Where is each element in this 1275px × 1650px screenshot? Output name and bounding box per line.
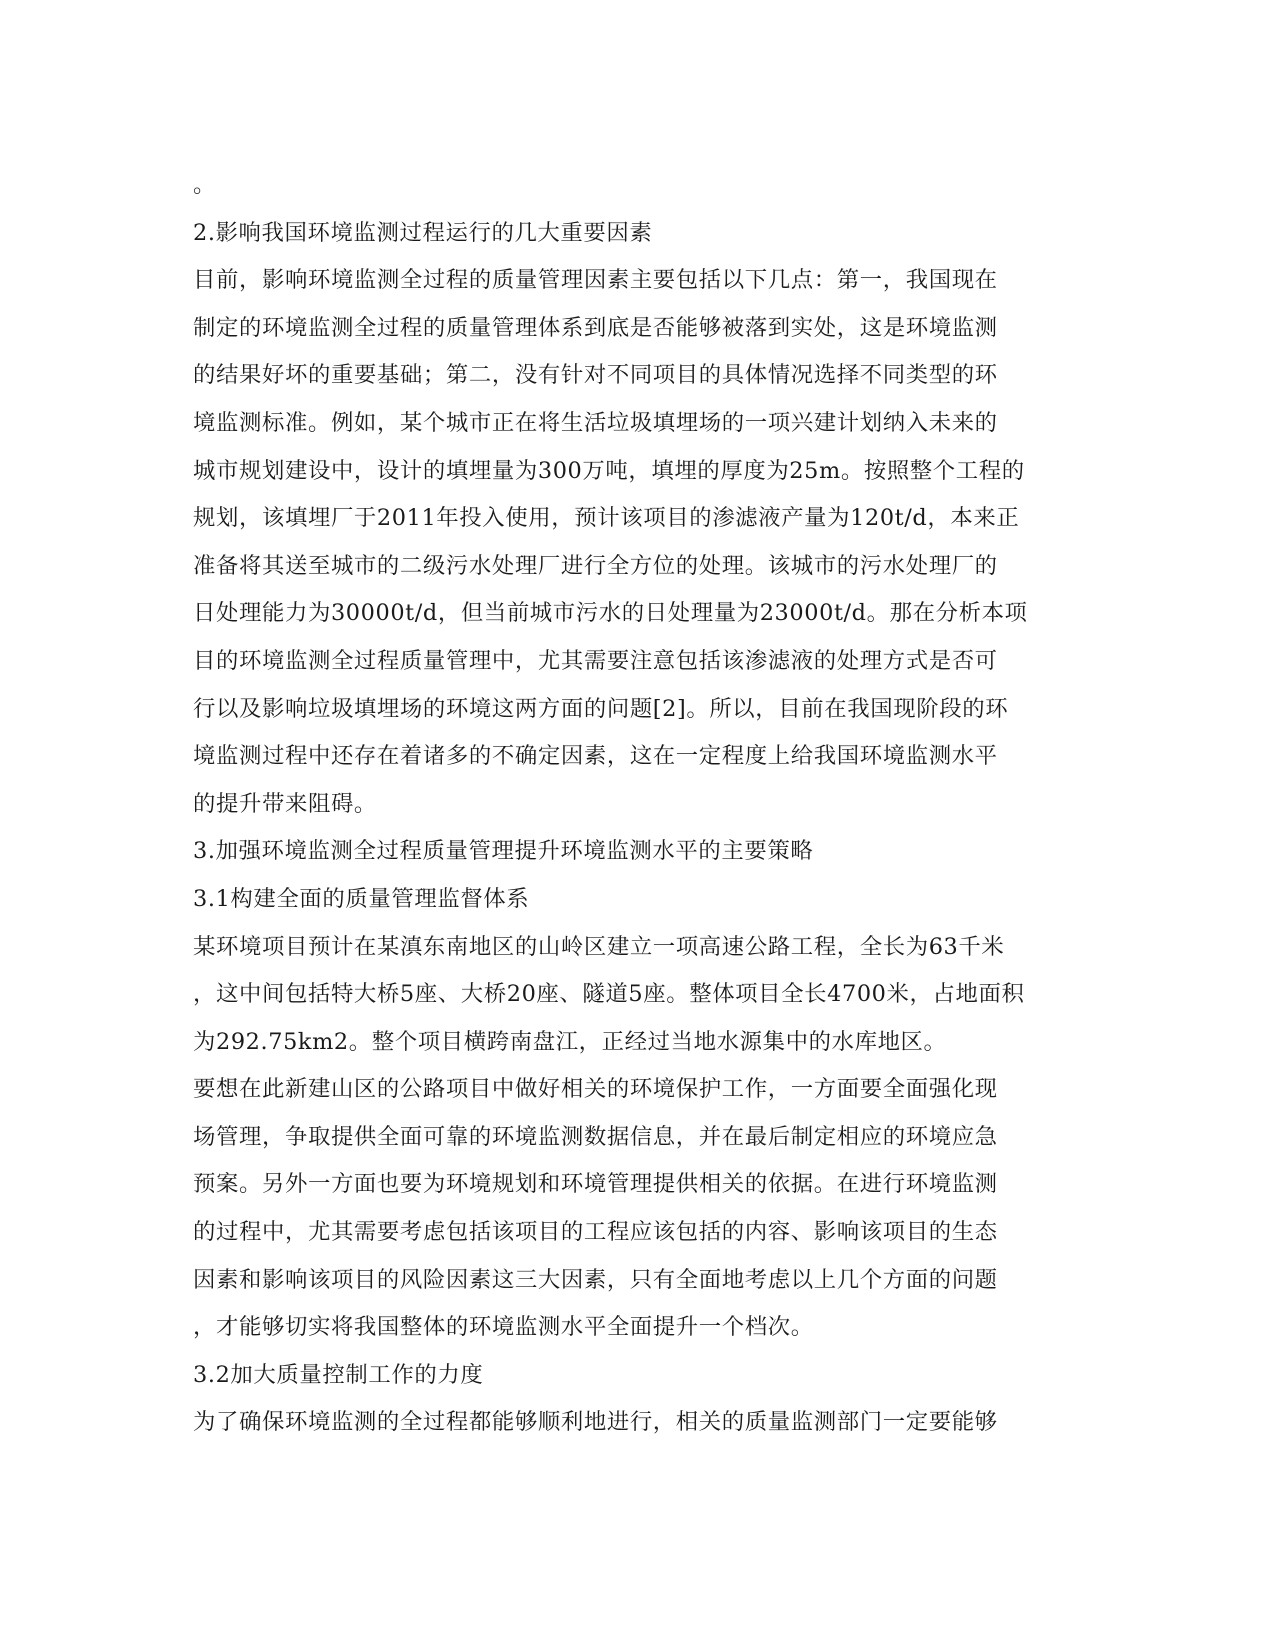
- text-line: 因素和影响该项目的风险因素这三大因素，只有全面地考虑以上几个方面的问题: [193, 1266, 998, 1293]
- document-body: [193, 162, 1073, 1447]
- text-line: 准备将其送至城市的二级污水处理厂进行全方位的处理。该城市的污水处理厂的: [193, 552, 998, 579]
- text-line: 为292.75km2。整个项目横跨南盘江，正经过当地水源集中的水库地区。: [193, 1028, 947, 1055]
- section-heading: 2.影响我国环境监测过程运行的几大重要因素: [193, 219, 653, 246]
- subsection-heading: 3.2加大质量控制工作的力度: [193, 1361, 484, 1388]
- text-line: ，这中间包括特大桥5座、大桥20座、隧道5座。整体项目全长4700米，占地面积: [193, 981, 1025, 1008]
- text-line: 境监测过程中还存在着诸多的不确定因素，这在一定程度上给我国环境监测水平: [193, 743, 998, 770]
- text-line: 。: [193, 172, 216, 198]
- text-line: 城市规划建设中，设计的填埋量为300万吨，填埋的厚度为25m。按照整个工程的: [193, 457, 1025, 484]
- text-line: 要想在此新建山区的公路项目中做好相关的环境保护工作，一方面要全面强化现: [193, 1076, 998, 1103]
- text-line: 场管理，争取提供全面可靠的环境监测数据信息，并在最后制定相应的环境应急: [193, 1123, 998, 1150]
- text-line: 某环境项目预计在某滇东南地区的山岭区建立一项高速公路工程，全长为63千米: [193, 933, 1005, 960]
- text-line: 制定的环境监测全过程的质量管理体系到底是否能够被落到实处，这是环境监测: [193, 314, 998, 341]
- section-heading: 3.加强环境监测全过程质量管理提升环境监测水平的主要策略: [193, 838, 814, 865]
- text-line: 的过程中，尤其需要考虑包括该项目的工程应该包括的内容、影响该项目的生态: [193, 1219, 998, 1246]
- text-line: 日处理能力为30000t/d，但当前城市污水的日处理量为23000t/d。那在分析本项: [193, 600, 1028, 627]
- text-line: 行以及影响垃圾填埋场的环境这两方面的问题[2]。所以，目前在我国现阶段的环: [193, 695, 1009, 722]
- text-line: ，才能够切实将我国整体的环境监测水平全面提升一个档次。: [193, 1314, 814, 1341]
- text-line: 的结果好坏的重要基础；第二，没有针对不同项目的具体情况选择不同类型的环: [193, 362, 998, 389]
- text-line: 目前，影响环境监测全过程的质量管理因素主要包括以下几点：第一，我国现在: [193, 267, 998, 294]
- text-line: 规划，该填埋厂于2011年投入使用，预计该项目的渗滤液产量为120t/d，本来正: [193, 505, 1020, 532]
- text-line: 为了确保环境监测的全过程都能够顺利地进行，相关的质量监测部门一定要能够: [193, 1409, 998, 1436]
- text-line: 境监测标准。例如，某个城市正在将生活垃圾填埋场的一项兴建计划纳入未来的: [193, 409, 998, 436]
- subsection-heading: 3.1构建全面的质量管理监督体系: [193, 885, 530, 912]
- text-line: 的提升带来阻碍。: [193, 790, 377, 817]
- text-line: 预案。另外一方面也要为环境规划和环境管理提供相关的依据。在进行环境监测: [193, 1171, 998, 1198]
- text-line: 目的环境监测全过程质量管理中，尤其需要注意包括该渗滤液的处理方式是否可: [193, 647, 998, 674]
